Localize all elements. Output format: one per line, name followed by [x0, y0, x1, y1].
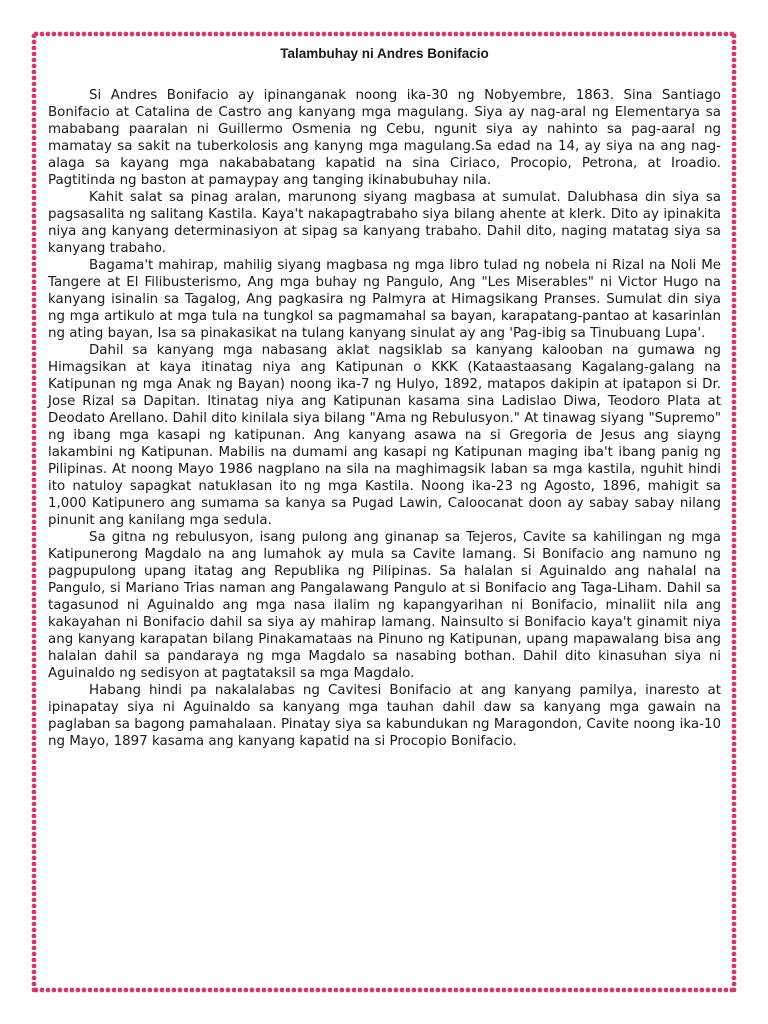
- paragraph-katipunan: Dahil sa kanyang mga nabasang aklat nagsiklab sa kanyang kalooban na gumawa ng Himagsikan at kaya itinatag niya ang Katipunan o KKK (Kataastaasang Kagalang-galang na Katipunan ng mga Anak ng Bayan) noong ika-7 ng Hulyo, 1892, matapos dakipin at ipatapon si Dr. Jose Rizal sa Dapitan. Itinatag niya ang Katipunan kasama sina Ladislao Diwa, Teodoro Plata at Deodato Arellano. Dahil dito kinilala siya bilang "Ama ng Rebulusyon." At tinawag siyang "Supremo" ng ibang mga kasapi ng katipunan. Ang kanyang asawa na si Gregoria de Jesus ang siayng lakambini ng Katipunan. Mabilis na dumami ang kasapi ng Katipunan maging iba't ibang panig ng Pilipinas. At noong Mayo 1986 nagplano na sila na maghimagsik laban sa mga kastila, nguhit hindi ito natuloy sapagkat natuklasan ito ng mga Kastila. Noong ika-23 ng Agosto, 1896, mahigit sa 1,000 Katipunero ang sumama sa kanya sa Pugad Lawin, Caloocanat doon ay sabay sabay nilang pinunit ang kanilang mga sedula.: [48, 343, 721, 528]
- paragraph-tejeros: Sa gitna ng rebulusyon, isang pulong ang ginanap sa Tejeros, Cavite sa kahilingan ng mga Katipunerong Magdalo na ang lumahok ay mula sa Cavite lamang. Si Bonifacio ang namuno ng pagpupulong upang itatag ang Republika ng Pilipinas. Sa halalan si Aguinaldo ang nahalal na Pangulo, si Mariano Trias naman ang Pangalawang Pangulo at si Bonifacio ang Taga-Liham. Dahil sa tagasunod ni Aguinaldo ang mga nasa ilalim ng kapangyarihan ni Bonifacio, minaliit nila ang kakayahan ni Bonifacio dahil sa siya ay mahirap lamang. Nainsulto si Bonifacio kaya't ginamit niya ang kanyang karapatan bilang Pinakamataas na Pinuno ng Katipunan, upang mapawalang bisa ang halalan dahil sa pandaraya ng mga Magdalo sa nasabing bothan. Dahil dito kinasuhan siya ni Aguinaldo ng sedisyon at pagtataksil sa mga Magdalo.: [48, 530, 721, 681]
- document-body: [48, 46, 721, 750]
- paragraph-birth: Si Andres Bonifacio ay ipinanganak noong ika-30 ng Nobyembre, 1863. Sina Santiago Bonifacio at Catalina de Castro ang kanyang mga magulang. Siya ay nag-aral ng Elementarya sa mababang paaralan ni Guillermo Osmenia ng Cebu, ngunit siya ay nahinto sa pag-aaral ng mamatay sa sakit na tuberkolosis ang kanyng mga magulang.Sa edad na 14, ay siya na ang nag-alaga sa kayang mga nakababatang kapatid na sina Ciriaco, Procopio, Petrona, at Iroadio. Pagtitinda ng baston at pamaypay ang tanging ikinabubuhay nila.: [48, 88, 721, 188]
- decorative-border-top: [32, 30, 736, 38]
- paragraph-education: Kahit salat sa pinag aralan, marunong siyang magbasa at sumulat. Dalubhasa din siya sa pagsasalita ng salitang Kastila. Kaya't nakapagtrabaho siya bilang ahente at klerk. Dito ay ipinakita niya ang kanyang determinasiyon at sipag sa kanyang trabaho. Dahil dito, naging matatag siya sa kanyang trabaho.: [48, 190, 721, 256]
- paragraph-death: Habang hindi pa nakalalabas ng Cavitesi Bonifacio at ang kanyang pamilya, inaresto at ipinapatay siya ni Aguinaldo sa kanyang mga tauhan dahil daw sa kanyang mga gawain na paglaban sa bagong pamahalaan. Pinatay siya sa kabundukan ng Maragondon, Cavite noong ika-10 ng Mayo, 1897 kasama ang kanyang kapatid na si Procopio Bonifacio.: [48, 683, 721, 749]
- decorative-border-bottom: [32, 986, 736, 994]
- document-title: Talambuhay ni Andres Bonifacio: [280, 46, 489, 61]
- decorative-border-right: [730, 32, 738, 992]
- paragraph-readings: Bagama't mahirap, mahilig siyang magbasa ng mga libro tulad ng nobela ni Rizal na Noli Me Tangere at El Filibusterismo, Ang mga buhay ng Pangulo, Ang "Les Miserables" ni Victor Hugo na kanyang isinalin sa Tagalog, Ang pagkasira ng Palmyra at Himagsikang Pranses. Sumulat din siya ng mga artikulo at mga tula na tungkol sa pagmamahal sa bayan, karapatang-pantao at kasarinlan ng ating bayan, Isa sa pinakasikat na tulang kanyang sinulat ay ang 'Pag-ibig sa Tinubuang Lupa'.: [48, 258, 721, 341]
- decorative-border-left: [30, 32, 38, 992]
